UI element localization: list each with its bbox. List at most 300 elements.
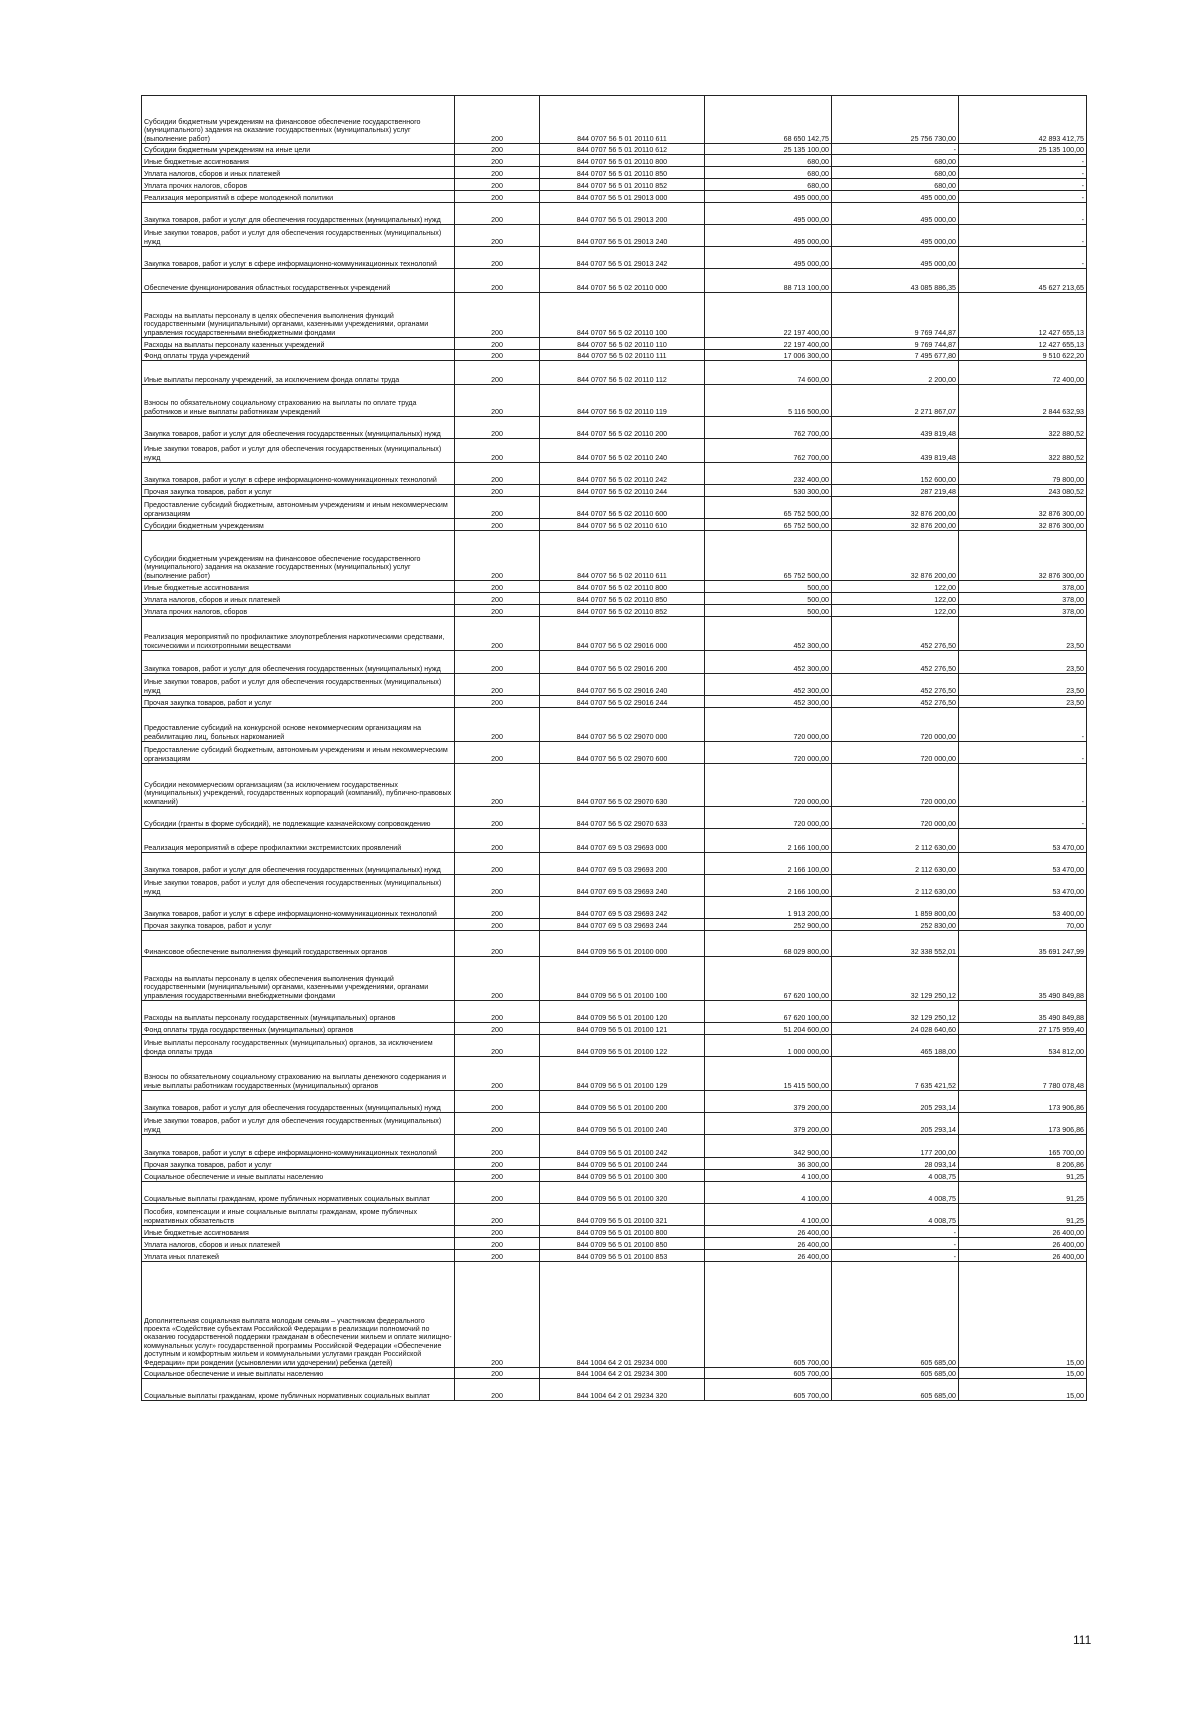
row-approved-cell: 1 000 000,00: [705, 1035, 832, 1057]
row-code-cell: 200: [455, 696, 540, 708]
row-approved-cell: 680,00: [705, 167, 832, 179]
table-row: [142, 593, 1087, 605]
table-row: [142, 651, 1087, 674]
row-approved-cell: 342 900,00: [705, 1135, 832, 1158]
row-name-cell: Субсидии бюджетным учреждениям: [142, 519, 455, 531]
row-approved-cell: 379 200,00: [705, 1091, 832, 1113]
row-code-cell: 200: [455, 439, 540, 463]
row-executed-cell: 287 219,48: [832, 485, 959, 497]
row-approved-cell: 500,00: [705, 593, 832, 605]
row-executed-cell: 205 293,14: [832, 1091, 959, 1113]
row-approved-cell: 25 135 100,00: [705, 144, 832, 155]
row-code-cell: 200: [455, 417, 540, 439]
row-classification-cell: 844 0709 56 5 01 20100 100: [540, 957, 705, 1001]
row-classification-cell: 844 0707 56 5 02 29016 240: [540, 674, 705, 696]
row-remaining-cell: 91,25: [959, 1170, 1087, 1182]
row-executed-cell: 452 276,50: [832, 696, 959, 708]
row-remaining-cell: 35 490 849,88: [959, 957, 1087, 1001]
row-code-cell: 200: [455, 1001, 540, 1023]
row-executed-cell: 495 000,00: [832, 247, 959, 269]
row-executed-cell: 465 188,00: [832, 1035, 959, 1057]
row-name-cell: Пособия, компенсации и иные социальные выплаты гражданам, кроме публичных нормативных обязательств: [142, 1204, 455, 1226]
row-approved-cell: 495 000,00: [705, 225, 832, 247]
table-row: [142, 764, 1087, 807]
row-remaining-cell: 15,00: [959, 1379, 1087, 1401]
row-classification-cell: 844 0707 56 5 01 29013 240: [540, 225, 705, 247]
row-executed-cell: 495 000,00: [832, 191, 959, 203]
row-remaining-cell: 7 780 078,48: [959, 1057, 1087, 1091]
row-classification-cell: 844 0707 69 5 03 29693 200: [540, 853, 705, 875]
row-executed-cell: 680,00: [832, 155, 959, 167]
row-remaining-cell: -: [959, 708, 1087, 742]
row-name-cell: Закупка товаров, работ и услуг в сфере информационно-коммуникационных технологий: [142, 1135, 455, 1158]
row-approved-cell: 22 197 400,00: [705, 338, 832, 350]
row-classification-cell: 844 0707 56 5 02 29016 200: [540, 651, 705, 674]
row-name-cell: Социальные выплаты гражданам, кроме публичных нормативных социальных выплат: [142, 1182, 455, 1204]
table-row: [142, 829, 1087, 853]
row-classification-cell: 844 1004 64 2 01 29234 000: [540, 1262, 705, 1368]
row-executed-cell: 680,00: [832, 167, 959, 179]
row-approved-cell: 26 400,00: [705, 1238, 832, 1250]
table-row: [142, 1057, 1087, 1091]
row-executed-cell: 439 819,48: [832, 417, 959, 439]
row-executed-cell: 32 129 250,12: [832, 1001, 959, 1023]
row-classification-cell: 844 0707 56 5 02 20110 244: [540, 485, 705, 497]
row-classification-cell: 844 0709 56 5 01 20100 242: [540, 1135, 705, 1158]
row-remaining-cell: 8 206,86: [959, 1158, 1087, 1170]
row-code-cell: 200: [455, 179, 540, 191]
row-executed-cell: 720 000,00: [832, 742, 959, 764]
row-name-cell: Дополнительная социальная выплата молодым семьям – участникам федерального проекта «Содействие субъектам Российской Федерации в реализации полномочий по оказанию государственной поддержки гражданам в обеспечении жильем и оплате жилищно-коммунальных услуг» государственной программы Российской Федерации «Обеспечение доступным и комфортным жильем и коммунальными услугами граждан Российской Федерации» при рождении (усыновлении или удочерении) ребенка (детей): [142, 1262, 455, 1368]
row-remaining-cell: -: [959, 764, 1087, 807]
row-code-cell: 200: [455, 1238, 540, 1250]
row-approved-cell: 530 300,00: [705, 485, 832, 497]
row-executed-cell: 680,00: [832, 179, 959, 191]
row-classification-cell: 844 0709 56 5 01 20100 853: [540, 1250, 705, 1262]
row-classification-cell: 844 0707 56 5 02 29070 000: [540, 708, 705, 742]
row-classification-cell: 844 0707 56 5 02 20110 112: [540, 361, 705, 385]
table-row: [142, 1001, 1087, 1023]
row-approved-cell: 65 752 500,00: [705, 497, 832, 519]
table-row: [142, 1238, 1087, 1250]
row-executed-cell: 205 293,14: [832, 1113, 959, 1135]
row-code-cell: 200: [455, 708, 540, 742]
row-approved-cell: 4 100,00: [705, 1182, 832, 1204]
row-executed-cell: -: [832, 1250, 959, 1262]
table-row: [142, 1135, 1087, 1158]
row-name-cell: Закупка товаров, работ и услуг для обеспечения государственных (муниципальных) нужд: [142, 203, 455, 225]
row-name-cell: Закупка товаров, работ и услуг в сфере информационно-коммуникационных технологий: [142, 247, 455, 269]
row-approved-cell: 15 415 500,00: [705, 1057, 832, 1091]
table-row: [142, 293, 1087, 338]
row-name-cell: Расходы на выплаты персоналу в целях обеспечения выполнения функций государственными (муниципальными) органами, казенными учреждениями, органами управления государственными внебюджетными фондами: [142, 957, 455, 1001]
row-classification-cell: 844 0707 69 5 03 29693 000: [540, 829, 705, 853]
row-code-cell: 200: [455, 531, 540, 581]
table-row: [142, 1379, 1087, 1401]
budget-execution-table: [141, 95, 1087, 1401]
row-classification-cell: 844 0709 56 5 01 20100 321: [540, 1204, 705, 1226]
row-code-cell: 200: [455, 1368, 540, 1379]
row-approved-cell: 2 166 100,00: [705, 875, 832, 897]
row-classification-cell: 844 0707 69 5 03 29693 242: [540, 897, 705, 919]
table-row: [142, 519, 1087, 531]
row-code-cell: 200: [455, 897, 540, 919]
row-code-cell: 200: [455, 581, 540, 593]
row-classification-cell: 844 0707 56 5 02 20110 242: [540, 463, 705, 485]
row-remaining-cell: -: [959, 179, 1087, 191]
row-code-cell: 200: [455, 1158, 540, 1170]
table-row: [142, 674, 1087, 696]
row-name-cell: Иные бюджетные ассигнования: [142, 155, 455, 167]
table-body: [142, 96, 1087, 1401]
row-executed-cell: 452 276,50: [832, 651, 959, 674]
row-code-cell: 200: [455, 1226, 540, 1238]
row-remaining-cell: 12 427 655,13: [959, 293, 1087, 338]
row-executed-cell: 177 200,00: [832, 1135, 959, 1158]
table-row: [142, 742, 1087, 764]
row-approved-cell: 26 400,00: [705, 1250, 832, 1262]
row-remaining-cell: -: [959, 167, 1087, 179]
row-code-cell: 200: [455, 269, 540, 293]
row-name-cell: Субсидии бюджетным учреждениям на финансовое обеспечение государственного (муниципального) задания на оказание государственных (муниципальных) услуг (выполнение работ): [142, 96, 455, 144]
row-code-cell: 200: [455, 853, 540, 875]
row-name-cell: Иные закупки товаров, работ и услуг для обеспечения государственных (муниципальных) нужд: [142, 439, 455, 463]
row-classification-cell: 844 0707 56 5 02 29070 630: [540, 764, 705, 807]
row-remaining-cell: 15,00: [959, 1368, 1087, 1379]
row-classification-cell: 844 0707 56 5 02 20110 611: [540, 531, 705, 581]
row-remaining-cell: 91,25: [959, 1182, 1087, 1204]
row-approved-cell: 720 000,00: [705, 807, 832, 829]
row-remaining-cell: -: [959, 155, 1087, 167]
row-code-cell: 200: [455, 1262, 540, 1368]
table-row: [142, 350, 1087, 361]
row-approved-cell: 452 300,00: [705, 696, 832, 708]
row-classification-cell: 844 0709 56 5 01 20100 000: [540, 931, 705, 957]
row-code-cell: 200: [455, 1250, 540, 1262]
row-remaining-cell: 32 876 300,00: [959, 531, 1087, 581]
row-name-cell: Прочая закупка товаров, работ и услуг: [142, 919, 455, 931]
row-remaining-cell: 165 700,00: [959, 1135, 1087, 1158]
table-row: [142, 919, 1087, 931]
row-remaining-cell: 79 800,00: [959, 463, 1087, 485]
row-remaining-cell: 378,00: [959, 605, 1087, 617]
row-remaining-cell: 45 627 213,65: [959, 269, 1087, 293]
row-executed-cell: 152 600,00: [832, 463, 959, 485]
row-remaining-cell: -: [959, 247, 1087, 269]
row-remaining-cell: 53 470,00: [959, 853, 1087, 875]
row-name-cell: Субсидии некоммерческим организациям (за исключением государственных (муниципальных) учреждений, государственных корпораций (компаний), публично-правовых компаний): [142, 764, 455, 807]
row-name-cell: Закупка товаров, работ и услуг в сфере информационно-коммуникационных технологий: [142, 897, 455, 919]
row-code-cell: 200: [455, 617, 540, 651]
row-approved-cell: 720 000,00: [705, 764, 832, 807]
row-classification-cell: 844 0707 56 5 02 20110 200: [540, 417, 705, 439]
row-code-cell: 200: [455, 1113, 540, 1135]
row-code-cell: 200: [455, 605, 540, 617]
row-remaining-cell: 26 400,00: [959, 1250, 1087, 1262]
row-name-cell: Реализация мероприятий по профилактике злоупотребления наркотическими средствами, токсическими и психотропными веществами: [142, 617, 455, 651]
row-classification-cell: 844 0707 56 5 01 20110 611: [540, 96, 705, 144]
row-code-cell: 200: [455, 144, 540, 155]
row-name-cell: Иные закупки товаров, работ и услуг для обеспечения государственных (муниципальных) нужд: [142, 674, 455, 696]
row-approved-cell: 762 700,00: [705, 439, 832, 463]
row-code-cell: 200: [455, 361, 540, 385]
row-executed-cell: 439 819,48: [832, 439, 959, 463]
row-code-cell: 200: [455, 247, 540, 269]
row-classification-cell: 844 0707 56 5 02 20110 240: [540, 439, 705, 463]
row-executed-cell: 32 338 552,01: [832, 931, 959, 957]
row-executed-cell: 122,00: [832, 605, 959, 617]
row-name-cell: Фонд оплаты труда государственных (муниципальных) органов: [142, 1023, 455, 1035]
row-classification-cell: 844 0707 56 5 02 29070 600: [540, 742, 705, 764]
row-approved-cell: 68 650 142,75: [705, 96, 832, 144]
row-name-cell: Закупка товаров, работ и услуг в сфере информационно-коммуникационных технологий: [142, 463, 455, 485]
row-name-cell: Финансовое обеспечение выполнения функций государственных органов: [142, 931, 455, 957]
table-row: [142, 144, 1087, 155]
row-executed-cell: 122,00: [832, 581, 959, 593]
row-executed-cell: 2 112 630,00: [832, 829, 959, 853]
row-classification-cell: 844 0709 56 5 01 20100 800: [540, 1226, 705, 1238]
row-remaining-cell: 35 691 247,99: [959, 931, 1087, 957]
table-row: [142, 1035, 1087, 1057]
row-executed-cell: 9 769 744,87: [832, 293, 959, 338]
page-number: 111: [1073, 1633, 1092, 1647]
row-classification-cell: 844 1004 64 2 01 29234 320: [540, 1379, 705, 1401]
row-executed-cell: 2 112 630,00: [832, 875, 959, 897]
row-code-cell: 200: [455, 203, 540, 225]
table-row: [142, 1091, 1087, 1113]
table-row: [142, 417, 1087, 439]
row-executed-cell: 720 000,00: [832, 764, 959, 807]
row-code-cell: 200: [455, 338, 540, 350]
row-executed-cell: 605 685,00: [832, 1262, 959, 1368]
row-code-cell: 200: [455, 1204, 540, 1226]
row-name-cell: Иные закупки товаров, работ и услуг для обеспечения государственных (муниципальных) нужд: [142, 225, 455, 247]
row-code-cell: 200: [455, 651, 540, 674]
row-classification-cell: 844 0709 56 5 01 20100 129: [540, 1057, 705, 1091]
row-name-cell: Прочая закупка товаров, работ и услуг: [142, 485, 455, 497]
row-name-cell: Фонд оплаты труда учреждений: [142, 350, 455, 361]
row-classification-cell: 844 0707 56 5 02 20110 110: [540, 338, 705, 350]
table-row: [142, 1158, 1087, 1170]
row-classification-cell: 844 0707 69 5 03 29693 244: [540, 919, 705, 931]
row-classification-cell: 844 0707 56 5 01 29013 200: [540, 203, 705, 225]
row-remaining-cell: 53 470,00: [959, 829, 1087, 853]
row-code-cell: 200: [455, 485, 540, 497]
row-remaining-cell: 26 400,00: [959, 1238, 1087, 1250]
row-approved-cell: 680,00: [705, 155, 832, 167]
row-remaining-cell: 23,50: [959, 696, 1087, 708]
row-code-cell: 200: [455, 225, 540, 247]
row-name-cell: Предоставление субсидий бюджетным, автономным учреждениям и иным некоммерческим организациям: [142, 742, 455, 764]
table-row: [142, 957, 1087, 1001]
row-code-cell: 200: [455, 674, 540, 696]
row-remaining-cell: -: [959, 742, 1087, 764]
row-executed-cell: 32 876 200,00: [832, 531, 959, 581]
row-name-cell: Прочая закупка товаров, работ и услуг: [142, 696, 455, 708]
table-row: [142, 807, 1087, 829]
row-executed-cell: 452 276,50: [832, 674, 959, 696]
row-remaining-cell: 378,00: [959, 581, 1087, 593]
row-remaining-cell: 322 880,52: [959, 417, 1087, 439]
row-name-cell: Расходы на выплаты персоналу в целях обеспечения выполнения функций государственными (муниципальными) органами, казенными учреждениями, органами управления государственными внебюджетными фондами: [142, 293, 455, 338]
table-row: [142, 1204, 1087, 1226]
table-row: [142, 338, 1087, 350]
budget-table-container: [141, 95, 1086, 1401]
row-classification-cell: 844 0709 56 5 01 20100 850: [540, 1238, 705, 1250]
row-classification-cell: 844 0707 56 5 01 20110 612: [540, 144, 705, 155]
row-name-cell: Уплата прочих налогов, сборов: [142, 179, 455, 191]
row-remaining-cell: 12 427 655,13: [959, 338, 1087, 350]
row-approved-cell: 452 300,00: [705, 617, 832, 651]
row-approved-cell: 252 900,00: [705, 919, 832, 931]
row-name-cell: Уплата налогов, сборов и иных платежей: [142, 167, 455, 179]
row-remaining-cell: -: [959, 203, 1087, 225]
row-classification-cell: 844 0709 56 5 01 20100 300: [540, 1170, 705, 1182]
table-row: [142, 179, 1087, 191]
row-remaining-cell: 173 906,86: [959, 1113, 1087, 1135]
row-approved-cell: 720 000,00: [705, 708, 832, 742]
table-row: [142, 1226, 1087, 1238]
table-row: [142, 225, 1087, 247]
row-name-cell: Иные закупки товаров, работ и услуг для обеспечения государственных (муниципальных) нужд: [142, 1113, 455, 1135]
table-row: [142, 1023, 1087, 1035]
row-name-cell: Обеспечение функционирования областных государственных учреждений: [142, 269, 455, 293]
row-remaining-cell: 2 844 632,93: [959, 385, 1087, 417]
row-classification-cell: 844 0707 56 5 02 20110 600: [540, 497, 705, 519]
row-code-cell: 200: [455, 155, 540, 167]
row-name-cell: Социальное обеспечение и иные выплаты населению: [142, 1170, 455, 1182]
row-approved-cell: 67 620 100,00: [705, 957, 832, 1001]
row-name-cell: Иные выплаты персоналу государственных (муниципальных) органов, за исключением фонда оплаты труда: [142, 1035, 455, 1057]
row-remaining-cell: 378,00: [959, 593, 1087, 605]
row-approved-cell: 2 166 100,00: [705, 829, 832, 853]
row-classification-cell: 844 0707 56 5 02 20110 000: [540, 269, 705, 293]
table-row: [142, 96, 1087, 144]
table-row: [142, 708, 1087, 742]
row-code-cell: 200: [455, 385, 540, 417]
row-remaining-cell: 91,25: [959, 1204, 1087, 1226]
row-name-cell: Предоставление субсидий на конкурсной основе некоммерческим организациям на реабилитацию лиц, больных наркоманией: [142, 708, 455, 742]
row-name-cell: Реализация мероприятий в сфере молодежной политики: [142, 191, 455, 203]
row-name-cell: Предоставление субсидий бюджетным, автономным учреждениям и иным некоммерческим организациям: [142, 497, 455, 519]
row-classification-cell: 844 0709 56 5 01 20100 240: [540, 1113, 705, 1135]
row-executed-cell: -: [832, 1226, 959, 1238]
row-code-cell: 200: [455, 829, 540, 853]
table-row: [142, 1368, 1087, 1379]
row-name-cell: Иные бюджетные ассигнования: [142, 1226, 455, 1238]
row-executed-cell: 4 008,75: [832, 1204, 959, 1226]
row-approved-cell: 17 006 300,00: [705, 350, 832, 361]
row-executed-cell: 25 756 730,00: [832, 96, 959, 144]
table-row: [142, 361, 1087, 385]
row-remaining-cell: 534 812,00: [959, 1035, 1087, 1057]
row-approved-cell: 65 752 500,00: [705, 519, 832, 531]
row-approved-cell: 26 400,00: [705, 1226, 832, 1238]
row-executed-cell: -: [832, 1238, 959, 1250]
row-code-cell: 200: [455, 96, 540, 144]
row-approved-cell: 452 300,00: [705, 674, 832, 696]
row-approved-cell: 720 000,00: [705, 742, 832, 764]
row-executed-cell: 4 008,75: [832, 1170, 959, 1182]
table-row: [142, 463, 1087, 485]
row-approved-cell: 65 752 500,00: [705, 531, 832, 581]
row-name-cell: Прочая закупка товаров, работ и услуг: [142, 1158, 455, 1170]
row-code-cell: 200: [455, 1057, 540, 1091]
row-classification-cell: 844 0707 56 5 02 20110 111: [540, 350, 705, 361]
table-row: [142, 203, 1087, 225]
row-executed-cell: 32 876 200,00: [832, 497, 959, 519]
row-remaining-cell: 23,50: [959, 651, 1087, 674]
row-executed-cell: -: [832, 144, 959, 155]
row-name-cell: Закупка товаров, работ и услуг для обеспечения государственных (муниципальных) нужд: [142, 853, 455, 875]
row-remaining-cell: 243 080,52: [959, 485, 1087, 497]
row-approved-cell: 452 300,00: [705, 651, 832, 674]
row-code-cell: 200: [455, 931, 540, 957]
row-code-cell: 200: [455, 497, 540, 519]
row-approved-cell: 762 700,00: [705, 417, 832, 439]
row-name-cell: Реализация мероприятий в сфере профилактики экстремистских проявлений: [142, 829, 455, 853]
row-classification-cell: 844 0707 56 5 02 20110 610: [540, 519, 705, 531]
row-approved-cell: 379 200,00: [705, 1113, 832, 1135]
table-row: [142, 696, 1087, 708]
table-row: [142, 1170, 1087, 1182]
row-executed-cell: 28 093,14: [832, 1158, 959, 1170]
row-approved-cell: 605 700,00: [705, 1368, 832, 1379]
row-classification-cell: 844 0709 56 5 01 20100 122: [540, 1035, 705, 1057]
row-executed-cell: 7 635 421,52: [832, 1057, 959, 1091]
row-classification-cell: 844 0709 56 5 01 20100 200: [540, 1091, 705, 1113]
row-remaining-cell: 26 400,00: [959, 1226, 1087, 1238]
row-code-cell: 200: [455, 1023, 540, 1035]
row-executed-cell: 43 085 886,35: [832, 269, 959, 293]
row-remaining-cell: -: [959, 191, 1087, 203]
row-executed-cell: 2 200,00: [832, 361, 959, 385]
table-row: [142, 167, 1087, 179]
row-remaining-cell: -: [959, 807, 1087, 829]
row-code-cell: 200: [455, 1035, 540, 1057]
row-remaining-cell: 23,50: [959, 617, 1087, 651]
row-approved-cell: 4 100,00: [705, 1170, 832, 1182]
row-executed-cell: 32 876 200,00: [832, 519, 959, 531]
row-name-cell: Взносы по обязательному социальному страхованию на выплаты по оплате труда работников и иные выплаты работникам учреждений: [142, 385, 455, 417]
row-name-cell: Субсидии бюджетным учреждениям на иные цели: [142, 144, 455, 155]
row-code-cell: 200: [455, 919, 540, 931]
row-approved-cell: 74 600,00: [705, 361, 832, 385]
row-approved-cell: 605 700,00: [705, 1379, 832, 1401]
row-approved-cell: 88 713 100,00: [705, 269, 832, 293]
row-approved-cell: 22 197 400,00: [705, 293, 832, 338]
row-executed-cell: 9 769 744,87: [832, 338, 959, 350]
row-executed-cell: 495 000,00: [832, 203, 959, 225]
row-classification-cell: 844 0707 56 5 02 20110 119: [540, 385, 705, 417]
row-approved-cell: 605 700,00: [705, 1262, 832, 1368]
row-code-cell: 200: [455, 350, 540, 361]
row-classification-cell: 844 0707 56 5 01 29013 000: [540, 191, 705, 203]
row-name-cell: Взносы по обязательному социальному страхованию на выплаты денежного содержания и иные выплаты работникам государственных (муниципальных) органов: [142, 1057, 455, 1091]
row-classification-cell: 844 0707 56 5 01 20110 800: [540, 155, 705, 167]
table-row: [142, 617, 1087, 651]
row-approved-cell: 4 100,00: [705, 1204, 832, 1226]
row-remaining-cell: 9 510 622,20: [959, 350, 1087, 361]
row-approved-cell: 68 029 800,00: [705, 931, 832, 957]
table-row: [142, 531, 1087, 581]
row-classification-cell: 844 0707 56 5 02 20110 852: [540, 605, 705, 617]
table-row: [142, 853, 1087, 875]
row-classification-cell: 844 1004 64 2 01 29234 300: [540, 1368, 705, 1379]
row-classification-cell: 844 0707 56 5 01 29013 242: [540, 247, 705, 269]
row-classification-cell: 844 0707 69 5 03 29693 240: [540, 875, 705, 897]
row-classification-cell: 844 0707 56 5 02 29016 000: [540, 617, 705, 651]
